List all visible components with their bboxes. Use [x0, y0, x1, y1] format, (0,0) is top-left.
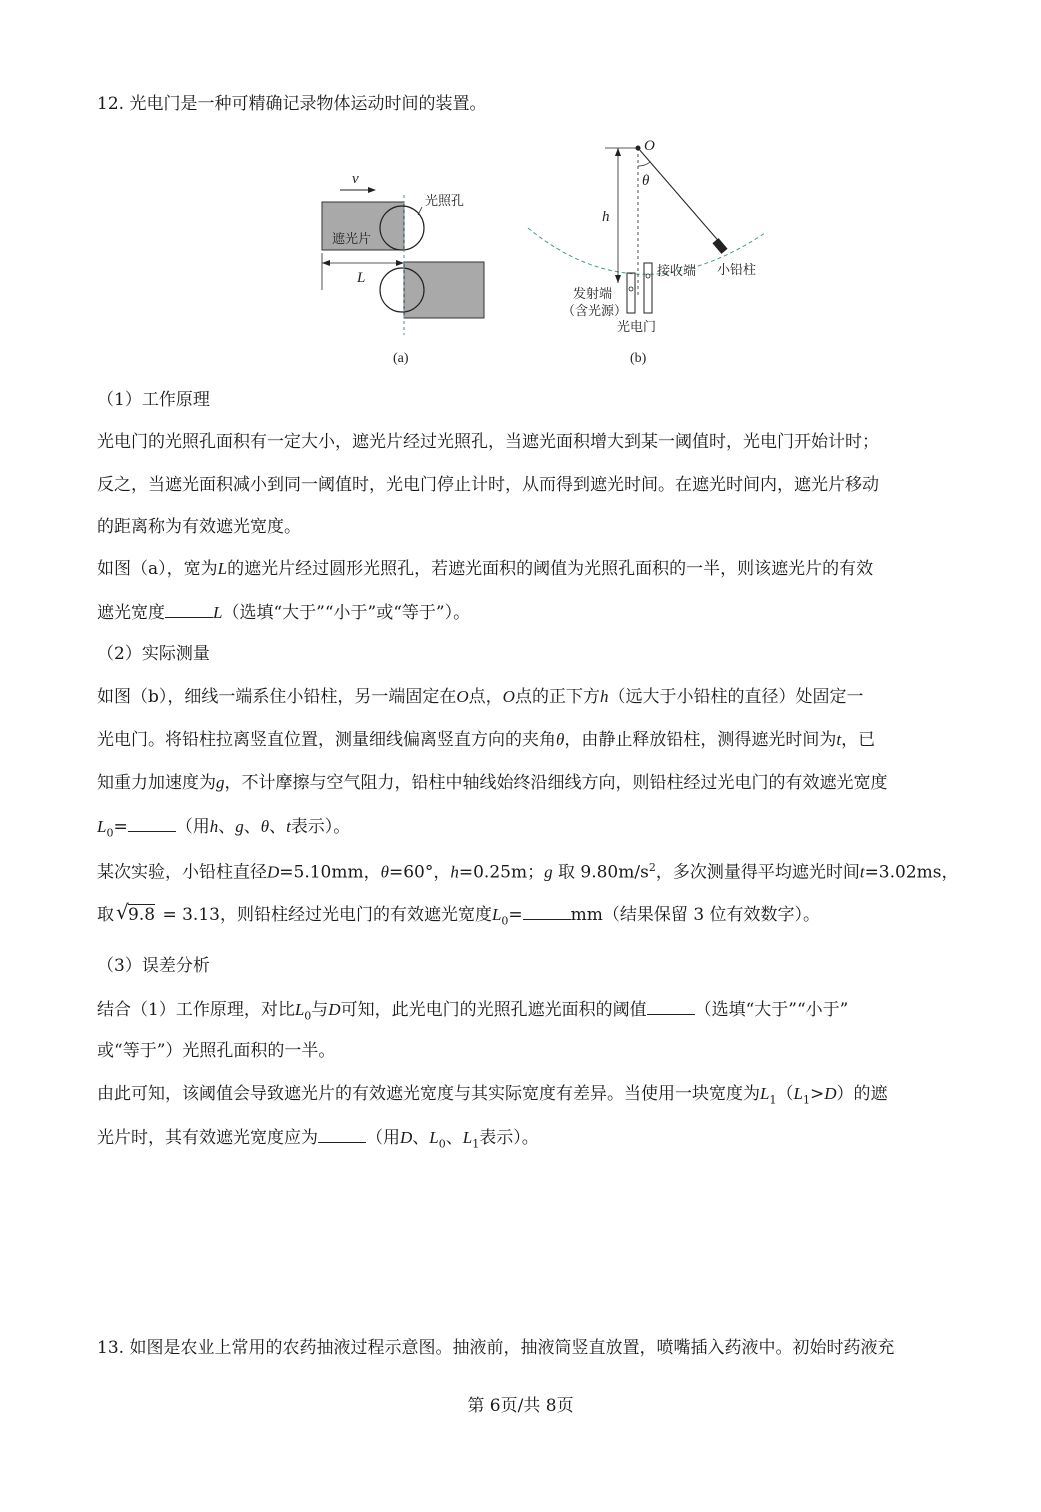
fig-b-h-label: h [602, 209, 610, 225]
var-L0: L [97, 817, 107, 836]
var-t: t [859, 862, 865, 882]
section-3-heading: （3）误差分析 [97, 956, 210, 976]
text: 与 [311, 1000, 329, 1020]
sqrt-value: = 3.13 [157, 905, 220, 925]
text: 的遮光片经过圆形光照孔，若遮光面积的阈值为光照孔面积的一半，则该遮光片的有效 [227, 559, 874, 579]
text: （用 [366, 1128, 400, 1148]
s3-line [97, 1083, 887, 1111]
s2-data-line [97, 857, 959, 884]
sub: 1 [769, 1093, 777, 1107]
text: 光电门。将铅柱拉离竖直位置，测量细线偏离竖直方向的夹角 [97, 730, 556, 750]
var-g: g [544, 862, 553, 882]
var-O: O [456, 687, 469, 706]
lead-cylinder [712, 238, 727, 254]
text: 、 [243, 817, 261, 837]
sub: 0 [501, 914, 509, 928]
lower-plate [404, 262, 484, 318]
fig-a-plate-label: 遮光片 [332, 232, 372, 247]
sqrt-expression [116, 900, 156, 926]
sub: 0 [438, 1137, 446, 1151]
text: 取 9.80m/s [552, 862, 649, 883]
var-t: t [286, 817, 291, 836]
text: 如图（b），细线一端系住小铅柱，另一端固定在 [97, 687, 457, 707]
text: （用 [175, 817, 210, 837]
answer-blank-1[interactable] [165, 601, 213, 618]
text: ，不计摩擦与空气阻力，铅柱中轴线始终沿细线方向，则铅柱经过光电门的有效遮光宽度 [224, 773, 888, 793]
s1-paragraph-line: 光电门的光照孔面积有一定大小，遮光片经过光照孔，当遮光面积增大到某一阈值时，光电门开始计时； [97, 432, 879, 452]
page-footer: 第 6页/共 8页 [467, 1396, 574, 1416]
answer-blank-2[interactable] [128, 815, 176, 832]
sub: 0 [106, 826, 114, 840]
var-h: h [450, 862, 459, 882]
text: 点的正下方 [514, 687, 600, 707]
answer-blank-4[interactable] [647, 998, 695, 1015]
text: 表示）。 [290, 817, 351, 837]
text: 如图（a），宽为 [97, 559, 218, 579]
question-13-line: 13. 如图是农业上常用的农药抽液过程示意图。抽液前，抽液筒竖直放置，喷嘴插入药液中。初始时药液充 [97, 1338, 895, 1358]
var-L: L [213, 603, 223, 622]
section-2-heading: （2）实际测量 [97, 644, 210, 664]
text: 、 [412, 1128, 430, 1148]
s1-paragraph-line: 的距离称为有效遮光宽度。 [97, 517, 301, 537]
fig-b-source-label: （含光源） [562, 304, 628, 319]
text: 、 [218, 817, 236, 837]
s2-answer-line [97, 815, 350, 844]
sup: 2 [648, 861, 656, 874]
var-D: D [824, 1084, 837, 1103]
fig-b-caption: (b) [630, 351, 647, 366]
fig-b-emitter-label: 发射端 [573, 287, 613, 302]
var-L0: L [491, 905, 502, 924]
text: （ [776, 1084, 794, 1104]
fig-b-receiver-label: 接收端 [657, 264, 697, 279]
text: 光片时，其有效遮光宽度应为 [97, 1128, 318, 1148]
text: 可知，此光电门的光照孔遮光面积的阈值 [340, 1000, 647, 1020]
figure-b [520, 133, 780, 373]
fig-b-gate-label: 光电门 [617, 320, 657, 335]
answer-blank-5[interactable] [318, 1126, 366, 1143]
text: 某次实验，小铅柱直径 [97, 862, 267, 883]
var-g: g [235, 817, 244, 836]
text: 、 [269, 817, 287, 837]
text: =5.10mm， [279, 862, 381, 883]
fig-b-cylinder-label: 小铅柱 [717, 263, 757, 278]
text: 结合（1）工作原理，对比 [97, 1000, 295, 1020]
text: = [113, 817, 128, 837]
text: = [508, 905, 523, 925]
var-O: O [502, 687, 515, 706]
s2-line [97, 772, 888, 794]
var-theta: θ [556, 730, 565, 749]
fig-b-theta-label: θ [642, 173, 650, 189]
text: =60°， [388, 862, 451, 883]
sub: 1 [802, 1093, 810, 1107]
fig-a-hole-label: 光照孔 [425, 194, 465, 209]
var-t: t [836, 730, 842, 749]
var-theta: θ [260, 817, 270, 836]
text: 由此可知，该阈值会导致遮光片的有效遮光宽度与其实际宽度有差异。当使用一块宽度为 [97, 1084, 760, 1104]
question-12-title: 12. 光电门是一种可精确记录物体运动时间的装置。 [97, 94, 487, 114]
fig-a-caption: (a) [393, 351, 409, 366]
var-D: D [267, 862, 280, 882]
fig-a-v-label: v [352, 171, 359, 187]
text: （选填“大于”“小于” [694, 1000, 849, 1020]
var-L: L [217, 559, 228, 578]
text: ，已 [841, 730, 876, 750]
fig-b-O-label: O [644, 138, 655, 154]
gate-receiver [644, 263, 652, 313]
var-D: D [328, 1000, 341, 1019]
var-h: h [599, 687, 609, 706]
text: 取 [97, 905, 114, 925]
fig-a-L-label: L [357, 270, 366, 286]
var-h: h [209, 817, 219, 836]
var-L0: L [429, 1128, 439, 1147]
s3-line [97, 998, 848, 1027]
s2-line [97, 729, 875, 751]
text: 点， [468, 687, 503, 707]
section-1-heading: （1）工作原理 [97, 390, 210, 410]
text: ）的遮 [836, 1084, 888, 1104]
text: ，多次测量得平均遮光时间 [655, 862, 860, 883]
sub: 0 [304, 1009, 312, 1023]
s2-answer-line-2 [97, 900, 821, 932]
text: （远大于小铅柱的直径）处固定一 [608, 687, 864, 707]
s3-answer-line [97, 1126, 539, 1155]
var-L0: L [294, 1000, 305, 1019]
s2-line [97, 686, 863, 708]
text: =0.25m； [458, 862, 545, 883]
text: 知重力加速度为 [97, 773, 216, 793]
s1-question-line [97, 558, 873, 580]
sqrt-sign: √ [116, 900, 129, 924]
var-L1: L [760, 1084, 770, 1103]
sqrt-arg: 9.8 [128, 905, 156, 925]
var-L1: L [462, 1128, 473, 1147]
s1-paragraph-line: 反之，当遮光面积减小到同一阈值时，光电门停止计时，从而得到遮光时间。在遮光时间内，遮光片移动 [97, 475, 879, 495]
text: 、 [445, 1128, 463, 1148]
text: 表示）。 [479, 1128, 539, 1148]
var-theta: θ [380, 862, 389, 882]
gate-emitter [627, 273, 635, 313]
text: > [809, 1084, 825, 1104]
text: =3.02ms， [864, 862, 959, 883]
s1-answer-line [97, 601, 470, 624]
text: 遮光宽度 [97, 603, 165, 623]
var-D: D [400, 1128, 413, 1147]
text: ，由静止释放铅柱，测得遮光时间为 [564, 730, 837, 750]
var-g: g [216, 773, 225, 792]
var-L1: L [793, 1084, 803, 1103]
s3-line: 或“等于”）光照孔面积的一半。 [97, 1041, 336, 1061]
answer-blank-3[interactable] [523, 903, 571, 920]
figure-a [300, 165, 500, 370]
text: ，则铅柱经过光电门的有效遮光宽度 [219, 905, 492, 925]
sub: 1 [472, 1137, 480, 1151]
text: （选填“大于”“小于”或“等于”）。 [222, 603, 471, 623]
text: mm（结果保留 3 位有效数字）。 [570, 905, 821, 925]
